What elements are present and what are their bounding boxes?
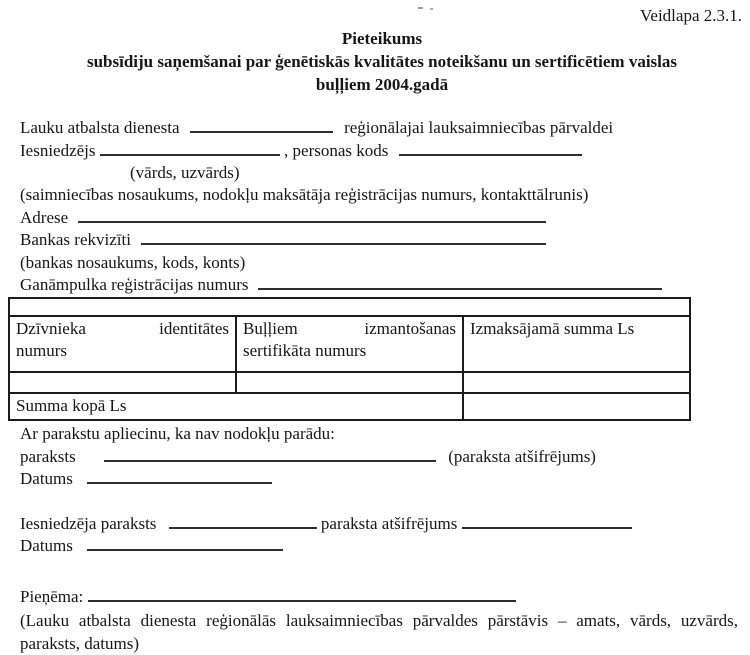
animals-table	[8, 297, 691, 421]
date-label: Datums	[20, 536, 73, 556]
spacer	[20, 491, 744, 513]
bank-hint-line	[20, 252, 744, 274]
office-label-post: reģionālajai lauksaimniecības pārvaldei	[344, 118, 614, 138]
field-line-address	[20, 207, 744, 229]
form-subtitle-line2: buļļiem 2004.gadā	[315, 74, 449, 94]
receipt-label: Pieņēma:	[20, 587, 84, 607]
table-header-amount	[463, 316, 690, 372]
table-header-row	[9, 316, 690, 372]
header-word: identitātes	[159, 319, 229, 339]
declaration-statement: Ar parakstu apliecinu, ka nav nodokļu parādu:	[20, 424, 335, 444]
declaration-date-line	[20, 468, 744, 490]
form-reference: Veidlapa 2.3.1.	[640, 6, 742, 25]
header-word: Izmaksājamā summa Ls	[470, 319, 635, 339]
personal-code-label: , personas kods	[284, 140, 389, 160]
applicant-date-line	[20, 535, 744, 557]
form-title-block	[20, 28, 744, 96]
total-label: Summa kopā Ls	[16, 396, 127, 416]
blank-herd-number	[258, 275, 662, 290]
receipt-line	[20, 586, 744, 608]
applicant-signature-label: Iesniedzēja paraksts	[20, 513, 157, 533]
scan-artifact	[418, 7, 423, 9]
declaration-statement-line	[20, 423, 744, 445]
blank-bank-details	[141, 230, 546, 245]
table-row-blank-top	[9, 298, 690, 316]
field-line-herd	[20, 274, 744, 296]
table-header-animal-id	[9, 316, 236, 372]
header-word: Buļļiem	[243, 319, 298, 339]
receipt-hint: (Lauku atbalsta dienesta reģionālās lauksaimniecības pārvaldes pārstāvis – amats, vārds, uzvārds, paraksts, datums)	[20, 610, 738, 653]
name-hint: (vārds, uzvārds)	[130, 163, 240, 182]
bank-label: Bankas rekvizīti	[20, 230, 131, 250]
office-label-pre: Lauku atbalsta dienesta	[20, 118, 180, 138]
blank-personal-code	[399, 141, 582, 156]
field-line-regional-office	[20, 117, 744, 139]
decipher-label: paraksta atšifrējums	[320, 513, 458, 533]
blank-date	[87, 469, 272, 484]
field-line-applicant	[20, 140, 744, 162]
table-total-label-cell	[9, 393, 463, 420]
blank-applicant-signature	[169, 514, 317, 529]
signature-label: paraksts	[20, 446, 76, 466]
scan-artifact	[430, 8, 433, 10]
table-cell-blank-top	[9, 298, 690, 316]
farm-hint: (saimniecības nosaukums, nodokļu maksātāja reģistrācijas numurs, kontakttālrunis)	[20, 185, 589, 205]
table-row-empty	[9, 372, 690, 393]
blank-applicant-name	[100, 141, 280, 156]
header-word: numurs	[16, 341, 67, 361]
farm-hint-line	[20, 184, 744, 206]
form-title: Pieteikums	[341, 29, 423, 49]
signature-hint: (paraksta atšifrējums)	[448, 446, 596, 466]
date-label: Datums	[20, 469, 73, 489]
bank-hint: (bankas nosaukums, kods, konts)	[20, 252, 246, 272]
header-word: sertifikāta numurs	[243, 341, 367, 361]
table-total-row	[9, 393, 690, 420]
declaration-signature-line	[20, 446, 744, 468]
table-cell-certificate	[236, 372, 463, 393]
table-total-amount-cell	[463, 393, 690, 420]
applicant-signature-line	[20, 513, 744, 535]
header-word: izmantošanas	[364, 319, 456, 339]
blank-office-name	[190, 118, 333, 133]
header-word: Dzīvnieka	[16, 319, 86, 339]
table-header-certificate	[236, 316, 463, 372]
form-subtitle-line1: subsīdiju saņemšanai par ģenētiskās kvalitātes noteikšanu un sertificētiem vaislas	[86, 52, 678, 71]
field-line-bank	[20, 229, 744, 251]
table-cell-animal-id	[9, 372, 236, 393]
table-cell-amount	[463, 372, 690, 393]
name-hint-line	[20, 162, 744, 184]
blank-applicant-date	[87, 536, 283, 551]
spacer	[20, 557, 744, 586]
applicant-label: Iesniedzējs	[20, 140, 96, 160]
address-label: Adrese	[20, 207, 69, 227]
blank-receipt	[88, 587, 516, 602]
herd-label: Ganāmpulka reģistrācijas numurs	[20, 275, 249, 295]
blank-decipher	[462, 514, 632, 529]
blank-signature	[104, 447, 436, 462]
blank-address	[78, 208, 546, 223]
